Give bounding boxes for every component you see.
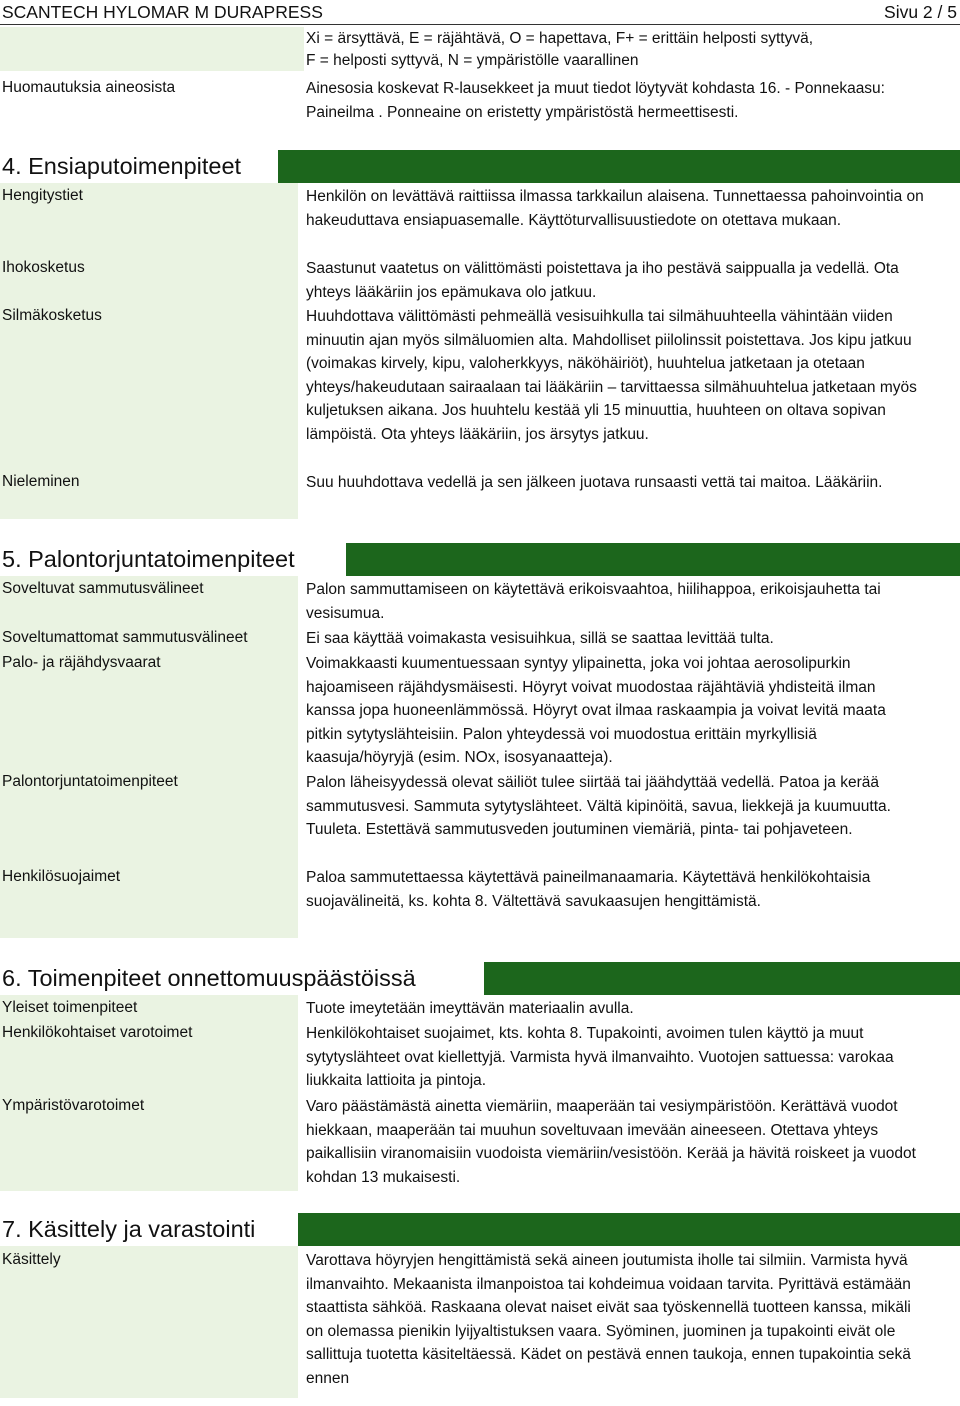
section-5-header [0,543,960,576]
row-label-hengitystiet: Hengitystiet [2,187,83,204]
ingredient-notes-label: Huomautuksia aineosista [2,79,176,96]
row-value-ihokosketus: Saastunut vaatetus on välittömästi poistettava ja iho pestävä saippualla ja vedellä. Ota yhteys lääkäriin jos epämukava olo jatkuu. [306,260,899,301]
section-6-header [0,962,960,995]
row-value-hengitystiet: Henkilön on levättävä raittiissa ilmassa tarkkailun alaisena. Tunnettaessa pahoinvointia on hakeuduttava ensiapuasemalle. Käyttöturvallisuustiedote on otettava mukaan. [306,188,924,229]
section-7-title: 7. Käsittely ja varastointi [2,1216,256,1242]
row-label-soveltumattomat: Soveltumattomat sammutusvälineet [2,629,248,646]
row-value-henkilosuojaimet: Paloa sammutettaessa käytettävä paineilmanaamaria. Käytettävä henkilökohtaisia suojavälineitä, ks. kohta 8. Vältettävä savukaasujen hengittämistä. [306,869,871,910]
row-label-palo-vaarat: Palo- ja räjähdysvaarat [2,654,161,671]
row-label-ihokosketus: Ihokosketus [2,259,85,276]
hazard-legend-line-2: F = helposti syttyvä, N = ympäristölle vaarallinen [306,52,639,69]
row-label-henkilosuojaimet: Henkilösuojaimet [2,868,121,885]
row-label-yleiset: Yleiset toimenpiteet [2,999,138,1016]
row-label-soveltuvat: Soveltuvat sammutusvälineet [2,580,204,597]
row-value-palo-vaarat: Voimakkaasti kuumentuessaan syntyy ylipainetta, joka voi johtaa aerosolipurkin hajoamiseen räjähdysmäisesti. Höyryt voivat muodostaa räjähtäviä yhdisteitä ilman kanssa jopa huoneenlämmössä. Höyryt ovat ilmaa raskaampia ja voivat levitä maata pitkin sytytyslähteisiin. Palon yhteydessä voi muodostua erittäin myrkyllisiä kaasuja/höyryjä (esim. NOx, isosyanaatteja). [306,655,886,766]
document-title: SCANTECH HYLOMAR M DURAPRESS [2,2,323,22]
row-label-silmakosketus: Silmäkosketus [2,307,102,324]
ingredient-notes-text: Ainesosia koskevat R-lausekkeet ja muut tiedot löytyvät kohdasta 16. - Ponnekaasu: Paineilma . Ponneaine on eristetty ympäristöstä hermeettisesti. [306,80,885,121]
row-label-ymparistovarotoimet: Ympäristövarotoimet [2,1097,145,1114]
section-7-header [0,1213,960,1246]
row-value-soveltuvat: Palon sammuttamiseen on käytettävä erikoisvaahtoa, hiilihappoa, erikoisjauhetta tai vesisumua. [306,581,881,622]
section-5-title: 5. Palontorjuntatoimenpiteet [2,546,295,572]
row-value-palontorjunta: Palon läheisyydessä olevat säiliöt tulee siirtää tai jäähdyttää vedellä. Patoa ja kerää sammutusvesi. Sammuta sytytyslähteet. Vältä kipinöitä, savua, liekkejä ja kuumuutta. Tuuleta. Estettävä sammutusveden joutuminen viemäriä, pinta- tai pohjaveteen. [306,774,891,838]
row-label-palontorjunta: Palontorjuntatoimenpiteet [2,773,178,790]
row-label-nieleminen: Nieleminen [2,473,80,490]
row-value-silmakosketus: Huuhdottava välittömästi pehmeällä vesisuihkulla tai silmähuuhteella vähintään viiden minuutin ajan myös silmäluomien alta. Mahdolliset piilolinssit poistettava. Jos kipu jatkuu (voimakas kirvely, kipu, valoherkkyys, näköhäiriöt), huuhtelua jatketaan ja otetaan yhteys/hakeudutaan sairaalaan tai lääkäriin – tarvittaessa silmähuuhtelua jatketaan myös kuljetuksen aikana. Jos huuhtelu kestää yli 15 minuuttia, huuhteen on oltava sopivan lämpöistä. Ota yhteys lääkäriin, jos ärsytys jatkuu. [306,308,917,443]
row-value-yleiset: Tuote imeytetään imeyttävän materiaalin avulla. [306,1000,634,1017]
section-4-label-column [0,183,298,519]
row-value-henkilokohtaiset: Henkilökohtaiset suojaimet, kts. kohta 8. Tupakointi, avoimen tulen käyttö ja muut sytytyslähteet ovat kiellettyjä. Varmista hyvä ilmanvaihto. Vuotojen sattuessa: varokaa liukkaita lattioita ja pintoja. [306,1025,894,1089]
row-value-kasittely: Varottava höyryjen hengittämistä sekä aineen joutumista iholle tai silmiin. Varmista hyvä ilmanvaihto. Mekaanista ilmanpoistoa tai kohdeimua voidaan tarvita. Pyrittävä estämään staattista sähköä. Raskaana olevat naiset eivät saa työskennellä tuotteen kanssa, mikäli on olemassa pienikin lyijyaltistuksen vaara. Syöminen, juominen ja tupakointi eivät ole sallittuja tuotetta käsiteltäessä. Kädet on pestävä ennen taukoja, ennen tupakointia sekä ennen [306,1252,911,1387]
section-6-title: 6. Toimenpiteet onnettomuuspäästöissä [2,965,416,991]
section-4-header [0,150,960,183]
row-label-kasittely: Käsittely [2,1251,61,1268]
row-value-ymparistovarotoimet: Varo päästämästä ainetta viemäriin, maaperään tai vesiympäristöön. Kerättävä vuodot hiekkaan, maaperään tai muuhun soveltuvaan imevään aineeseen. Otettava yhteys paikallisiin viranomaisiin vuodoista viemäriin/vesistöön. Kerää ja hävitä roiskeet ja vuodot kohdan 13 mukaisesti. [306,1098,916,1186]
row-value-nieleminen: Suu huuhdottava vedellä ja sen jälkeen juotava runsaasti vettä tai maitoa. Lääkäriin. [306,474,883,491]
section-4-title: 4. Ensiaputoimenpiteet [2,153,242,179]
page-header [0,0,960,25]
row-label-henkilokohtaiset: Henkilökohtaiset varotoimet [2,1024,193,1041]
row-value-soveltumattomat: Ei saa käyttää voimakasta vesisuihkua, sillä se saattaa levittää tulta. [306,630,774,647]
page-number: Sivu 2 / 5 [884,2,957,22]
hazard-legend-line-1: Xi = ärsyttävä, E = räjähtävä, O = hapettava, F+ = erittäin helposti syttyvä, [306,30,814,47]
